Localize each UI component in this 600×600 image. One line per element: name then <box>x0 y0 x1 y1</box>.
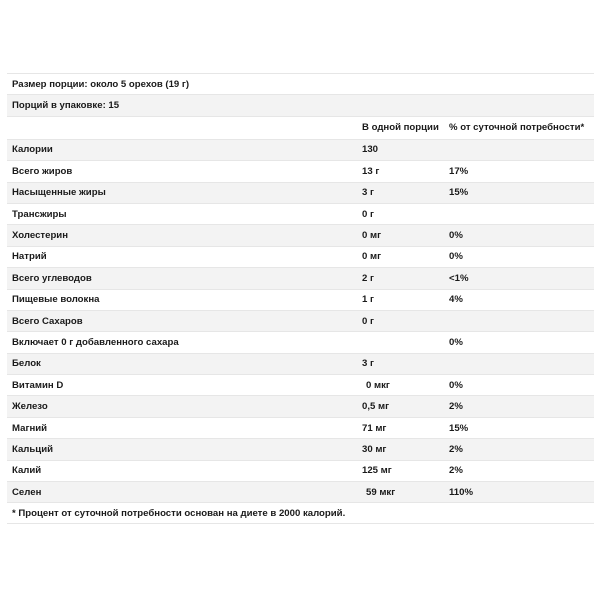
nutrient-daily-percent: 2% <box>449 443 463 455</box>
nutrient-amount: 0 г <box>362 315 374 327</box>
table-row <box>7 246 594 267</box>
nutrient-daily-percent: <1% <box>449 272 469 284</box>
nutrient-name: Пищевые волокна <box>12 294 100 306</box>
footnote-row <box>7 502 594 523</box>
nutrient-amount: 59 мкг <box>366 486 396 498</box>
nutrient-daily-percent: 0% <box>449 336 463 348</box>
nutrient-name: Калории <box>12 144 53 156</box>
nutrient-name: Всего углеводов <box>12 272 92 284</box>
nutrient-daily-percent: 110% <box>449 486 474 498</box>
table-row <box>7 374 594 395</box>
nutrient-amount: 13 г <box>362 165 380 177</box>
nutrient-amount: 0 мг <box>362 230 382 242</box>
nutrient-rows <box>7 139 594 503</box>
table-row <box>7 460 594 481</box>
table-row <box>7 289 594 310</box>
serving-size: Размер порции: около 5 орехов (19 г) <box>12 78 190 90</box>
nutrient-amount: 0 мкг <box>366 379 390 391</box>
table-row <box>7 160 594 181</box>
nutrient-amount: 0 мг <box>362 251 382 263</box>
nutrient-name: Витамин D <box>12 379 64 391</box>
nutrient-name: Включает 0 г добавленного сахара <box>12 336 179 348</box>
table-row <box>7 203 594 224</box>
nutrient-daily-percent: 2% <box>449 465 463 477</box>
table-row <box>7 417 594 438</box>
table-row <box>7 395 594 416</box>
nutrient-name: Всего Сахаров <box>12 315 83 327</box>
nutrient-amount: 3 г <box>362 358 374 370</box>
nutrient-name: Холестерин <box>12 230 68 242</box>
table-row <box>7 481 594 502</box>
nutrient-name: Трансжиры <box>12 208 67 220</box>
table-row <box>7 438 594 459</box>
amount-column-header: В одной порции <box>362 122 439 134</box>
nutrient-amount: 130 <box>362 144 379 156</box>
nutrient-amount: 3 г <box>362 187 374 199</box>
nutrient-daily-percent: 4% <box>449 294 463 306</box>
nutrient-name: Натрий <box>12 251 47 263</box>
nutrient-daily-percent: 17% <box>449 165 469 177</box>
nutrient-amount: 30 мг <box>362 443 387 455</box>
nutrient-amount: 125 мг <box>362 465 392 477</box>
nutrient-amount: 1 г <box>362 294 374 306</box>
table-row <box>7 182 594 203</box>
table-row <box>7 310 594 331</box>
nutrient-name: Селен <box>12 486 42 498</box>
nutrient-name: Белок <box>12 358 41 370</box>
nutrient-name: Магний <box>12 422 48 434</box>
table-row <box>7 353 594 374</box>
table-row <box>7 224 594 245</box>
nutrient-amount: 0 г <box>362 208 374 220</box>
nutrient-name: Кальций <box>12 443 53 455</box>
footnote: * Процент от суточной потребности основан на диете в 2000 калорий. <box>12 507 346 519</box>
nutrient-name: Калий <box>12 465 42 477</box>
nutrition-table <box>7 73 594 524</box>
servings-per-package-row <box>7 94 594 115</box>
nutrient-name: Железо <box>12 401 48 413</box>
serving-size-row <box>7 73 594 94</box>
nutrient-amount: 0,5 мг <box>362 401 390 413</box>
nutrient-name: Всего жиров <box>12 165 73 177</box>
nutrient-amount: 2 г <box>362 272 374 284</box>
table-row <box>7 139 594 160</box>
nutrient-daily-percent: 0% <box>449 230 463 242</box>
nutrient-amount: 71 мг <box>362 422 387 434</box>
nutrient-daily-percent: 0% <box>449 379 463 391</box>
nutrient-name: Насыщенные жиры <box>12 187 106 199</box>
servings-per-package: Порций в упаковке: 15 <box>12 100 120 112</box>
daily-column-header: % от суточной потребности* <box>449 122 585 134</box>
nutrient-daily-percent: 2% <box>449 401 463 413</box>
nutrient-daily-percent: 0% <box>449 251 463 263</box>
nutrient-daily-percent: 15% <box>449 422 469 434</box>
table-row <box>7 331 594 352</box>
nutrient-daily-percent: 15% <box>449 187 469 199</box>
table-header <box>7 116 594 139</box>
table-row <box>7 267 594 288</box>
